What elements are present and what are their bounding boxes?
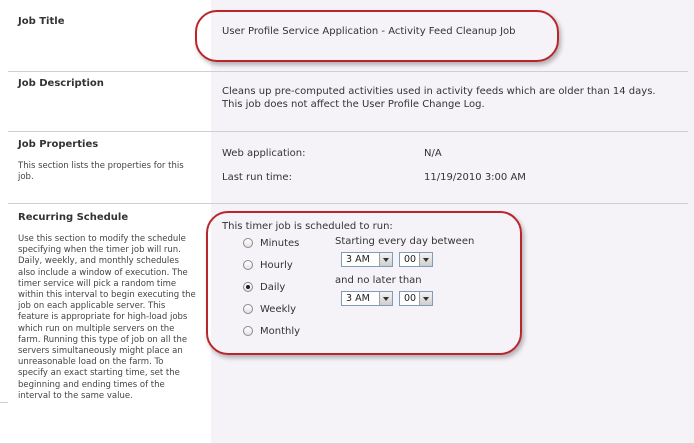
left-edge-marker bbox=[0, 402, 8, 403]
radio-button-hourly[interactable] bbox=[243, 260, 253, 270]
last-run-value: 11/19/2010 3:00 AM bbox=[424, 172, 526, 183]
section-divider bbox=[8, 203, 688, 204]
chevron-down-icon[interactable] bbox=[379, 292, 392, 305]
end-hour-select[interactable] bbox=[341, 291, 393, 306]
radio-button-minutes[interactable] bbox=[243, 238, 253, 248]
job-description-line-2: This job does not affect the User Profile Change Log. bbox=[222, 99, 485, 110]
no-later-label: and no later than bbox=[335, 275, 422, 286]
end-minute-value: 00 bbox=[404, 293, 417, 304]
end-hour-value: 3 AM bbox=[346, 293, 370, 304]
radio-label-hourly: Hourly bbox=[260, 259, 293, 271]
chevron-down-icon[interactable] bbox=[419, 292, 432, 305]
radio-button-weekly[interactable] bbox=[243, 304, 253, 314]
job-description-heading: Job Description bbox=[18, 78, 104, 89]
web-application-value: N/A bbox=[424, 148, 442, 159]
radio-weekly[interactable] bbox=[243, 302, 296, 316]
radio-button-daily[interactable] bbox=[243, 282, 253, 292]
job-properties-description: This section lists the properties for this job. bbox=[18, 161, 184, 183]
start-minute-select[interactable] bbox=[399, 252, 433, 267]
job-title-heading: Job Title bbox=[18, 16, 65, 27]
job-description-line-1: Cleans up pre-computed activities used in activity feeds which are older than 14 days. bbox=[222, 86, 656, 97]
start-minute-value: 00 bbox=[404, 254, 417, 265]
end-minute-select[interactable] bbox=[399, 291, 433, 306]
schedule-intro: This timer job is scheduled to run: bbox=[222, 221, 393, 232]
start-hour-value: 3 AM bbox=[346, 254, 370, 265]
section-divider bbox=[8, 131, 688, 132]
recurring-schedule-heading: Recurring Schedule bbox=[18, 212, 129, 223]
job-properties-heading: Job Properties bbox=[18, 139, 99, 150]
radio-daily[interactable] bbox=[243, 280, 285, 294]
web-application-label: Web application: bbox=[222, 148, 306, 159]
radio-label-minutes: Minutes bbox=[260, 237, 300, 249]
chevron-down-icon[interactable] bbox=[379, 253, 392, 266]
section-divider bbox=[8, 71, 688, 72]
job-title-value: User Profile Service Application - Activity Feed Cleanup Job bbox=[222, 26, 516, 37]
radio-monthly[interactable] bbox=[243, 324, 300, 338]
radio-minutes[interactable] bbox=[243, 236, 299, 250]
radio-button-monthly[interactable] bbox=[243, 326, 253, 336]
recurring-schedule-description: Use this section to modify the schedule specifying when the timer job will run. Daily, weekly, and monthly schedules also include a window of execution. The timer service will pick a random time within this interval to begin executing the job on each applicable server. This feature is appropriate for high-load jobs which run on multiple servers on the farm. Running this type of job on all the servers simultaneously might place an unreasonable load on the farm. To specify an exact starting time, set the beginning and ending times of the interval to the same value. bbox=[18, 234, 196, 401]
radio-hourly[interactable] bbox=[243, 258, 293, 272]
last-run-label: Last run time: bbox=[222, 172, 292, 183]
radio-label-weekly: Weekly bbox=[260, 303, 297, 315]
starting-label: Starting every day between bbox=[335, 236, 475, 247]
chevron-down-icon[interactable] bbox=[419, 253, 432, 266]
radio-label-monthly: Monthly bbox=[260, 325, 301, 337]
start-hour-select[interactable] bbox=[341, 252, 393, 267]
radio-label-daily: Daily bbox=[260, 281, 286, 293]
